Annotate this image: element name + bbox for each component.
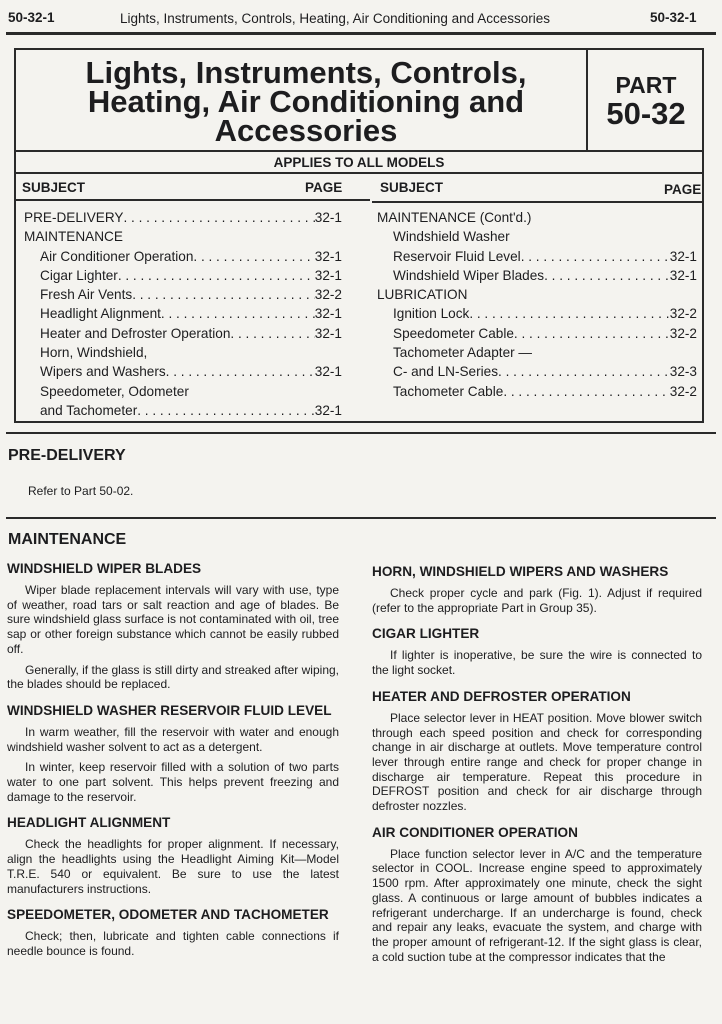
toc-page-right: PAGE [664, 182, 702, 197]
header-title: Lights, Instruments, Controls, Heating, Air Conditioning and Accessories [120, 11, 550, 26]
toc-entry-label: Ignition Lock [393, 306, 470, 322]
toc-entry [24, 324, 342, 343]
toc-entry [24, 266, 342, 285]
section-heading: WINDSHIELD WIPER BLADES [7, 561, 202, 576]
header-rule [6, 32, 716, 35]
toc-entry [377, 324, 697, 343]
section-paragraph: In warm weather, fill the reservoir with water and enough windshield washer solvent to act as a detergent. [7, 724, 339, 754]
toc-entry-label: MAINTENANCE [24, 229, 123, 245]
toc-entry [24, 247, 342, 266]
section-paragraph: If lighter is inoperative, be sure the wire is connected to the light socket. [372, 648, 702, 678]
section-paragraph: Wiper blade replacement intervals will vary with use, type of weather, road tars or salt reaction and age of blades. Be sure windshield glass surface is not contaminated with oil, tree sap or other foreign substance which cannot be easily rubbed off. [7, 583, 339, 656]
part-label: PART [615, 72, 677, 98]
toc-entry-page: 32-2 [669, 325, 697, 341]
title-line-2: Heating, Air Conditioning and [87, 84, 525, 119]
toc-leader-dots [514, 324, 670, 343]
toc-leader-dots [230, 324, 314, 343]
toc-leader-dots [132, 285, 315, 304]
section-paragraph: Check proper cycle and park (Fig. 1). Adjust if required (refer to the appropriate Part in Group 35). [372, 586, 702, 615]
toc-entry-label: Cigar Lighter [40, 267, 118, 283]
toc-entry-label: Tachometer Adapter — [393, 345, 533, 361]
toc-entry-label: Windshield Wiper Blades [393, 267, 545, 283]
toc-entry-label: Headlight Alignment [40, 306, 161, 322]
predelivery-text: Refer to Part 50-02. [28, 484, 134, 498]
toc-entry-label: Fresh Air Vents [40, 287, 133, 303]
title-divider [586, 48, 588, 152]
header-page-left: 50-32-1 [8, 10, 55, 25]
toc-entry [377, 362, 697, 381]
section-rule-2 [6, 517, 716, 519]
section-rule-1 [6, 432, 716, 434]
toc-entry-page: 32-2 [669, 306, 697, 322]
section-paragraph: Place selector lever in HEAT position. Move blower switch through each speed position and check for corresponding change in air discharge at outlets. Move temperature control lever through entire range and check for proper change in discharge air temperature. Repeat this procedure in DEFROST position and check for air discharge through defroster nozzles. [372, 710, 702, 814]
toc-entry-page: 32-1 [314, 248, 342, 264]
toc-entry [24, 362, 342, 381]
toc-left-rule [14, 199, 370, 201]
toc-entry [377, 285, 697, 304]
title-line-3: Accessories [214, 113, 398, 148]
toc-entry-page: 32-1 [314, 364, 342, 380]
toc-leader-dots [503, 382, 669, 401]
toc-leader-dots [469, 304, 669, 323]
toc-entry [377, 382, 697, 401]
toc-entry [24, 382, 342, 401]
section-heading: HEADLIGHT ALIGNMENT [7, 815, 171, 831]
predelivery-heading: PRE-DELIVERY [8, 447, 126, 464]
toc-entry [377, 247, 697, 266]
section-paragraph: Place function selector lever in A/C and the temperature selector in COOL. Increase engine speed to approximately 1500 rpm. After approximately one minute, check the sight glass. A continuous or large amount of bubbles indicates a refrigerant undercharge. If an undercharge is found, check and repair any leaks, evacuate the system, and charge with the proper amount of refrigerant-12. If the sight glass is clear, a cold suction tube at the compressor indicates that the [372, 846, 702, 964]
toc-entry [24, 343, 342, 362]
toc-leader-dots [161, 304, 315, 323]
toc-entry [24, 227, 342, 246]
toc-entry [24, 285, 342, 304]
toc-leader-dots [193, 247, 314, 266]
toc-entry-label: LUBRICATION [377, 287, 468, 303]
maintenance-right-column [372, 563, 702, 970]
toc-left-list [24, 208, 342, 420]
toc-leader-dots [123, 208, 314, 227]
toc-leader-dots [118, 266, 315, 285]
toc-entry-label: Tachometer Cable [393, 383, 504, 399]
toc-entry-label: Wipers and Washers [40, 364, 166, 380]
toc-entry-label: Speedometer, Odometer [40, 383, 189, 399]
toc-entry-page: 32-1 [314, 306, 342, 322]
section-heading: AIR CONDITIONER OPERATION [372, 824, 578, 840]
toc-entry [377, 304, 697, 323]
toc-entry-label: and Tachometer [40, 402, 138, 418]
title-line-1: Lights, Instruments, Controls, [85, 55, 527, 90]
section-paragraph: Generally, if the glass is still dirty and streaked after wiping, the blades should be replaced. [7, 662, 339, 692]
toc-entry-page: 32-1 [314, 402, 342, 418]
toc-entry [377, 343, 697, 362]
toc-entry [24, 208, 342, 227]
toc-entry-page: 32-1 [669, 248, 697, 264]
toc-entry-page: 32-1 [314, 325, 342, 341]
toc-entry-page: 32-2 [314, 287, 342, 303]
toc-entry-label: Windshield Washer [393, 229, 510, 245]
section-heading: WINDSHIELD WASHER RESERVOIR FLUID LEVEL [7, 702, 332, 718]
toc-leader-dots [166, 362, 315, 381]
toc-entry-page: 32-1 [314, 267, 342, 283]
section-paragraph: Check the headlights for proper alignment. If necessary, align the headlights using the Headlight Aiming Kit—Model T.R.E. 540 or equivalent. Be sure to use the latest manufacturers instructions. [7, 837, 339, 896]
toc-entry [24, 304, 342, 323]
section-paragraph: In winter, keep reservoir filled with a solution of two parts water to one part solvent. This helps prevent freezing and damage to the reservoir. [7, 760, 339, 804]
toc-entry-label: MAINTENANCE (Cont'd.) [377, 210, 532, 225]
toc-entry-label: Reservoir Fluid Level [393, 248, 521, 264]
toc-entry-label: Horn, Windshield, [40, 345, 148, 361]
maintenance-heading: MAINTENANCE [8, 531, 127, 548]
part-title [30, 55, 582, 148]
toc-entry-page: 32-2 [669, 383, 697, 399]
toc-entry-label: C- and LN-Series [393, 364, 499, 380]
toc-entry [24, 401, 342, 420]
toc-right-list [377, 208, 697, 401]
toc-entry-label: PRE-DELIVERY [24, 210, 124, 225]
section-heading: CIGAR LIGHTER [372, 626, 480, 642]
toc-leader-dots [544, 266, 670, 285]
section-paragraph: Check; then, lubricate and tighten cable connections if needle bounce is found. [7, 929, 339, 958]
toc-entry-label: Air Conditioner Operation [40, 248, 194, 264]
toc-applies: APPLIES TO ALL MODELS [273, 155, 445, 170]
section-heading: SPEEDOMETER, ODOMETER AND TACHOMETER [7, 907, 329, 923]
toc-right-rule [372, 201, 704, 203]
toc-page-left: PAGE [305, 180, 343, 195]
toc-applies-rule [14, 172, 704, 174]
toc-entry-label: Speedometer Cable [393, 325, 514, 341]
toc-subject-right: SUBJECT [380, 180, 444, 195]
toc-entry-page: 32-3 [669, 364, 697, 380]
toc-entry-label: Heater and Defroster Operation [40, 325, 231, 341]
toc-leader-dots [521, 247, 670, 266]
toc-entry [377, 227, 697, 246]
toc-leader-dots [137, 401, 315, 420]
maintenance-left-column [7, 560, 339, 965]
section-heading: HEATER AND DEFROSTER OPERATION [372, 688, 631, 704]
toc-entry-page: 32-1 [314, 210, 342, 225]
toc-entry [377, 208, 697, 227]
part-number: 50-32 [606, 96, 686, 131]
toc-leader-dots [498, 362, 670, 381]
toc-subject-left: SUBJECT [22, 180, 86, 195]
header-page-right: 50-32-1 [650, 10, 697, 25]
toc-entry-page: 32-1 [669, 267, 697, 283]
toc-entry [377, 266, 697, 285]
section-heading: HORN, WINDSHIELD WIPERS AND WASHERS [372, 564, 669, 579]
